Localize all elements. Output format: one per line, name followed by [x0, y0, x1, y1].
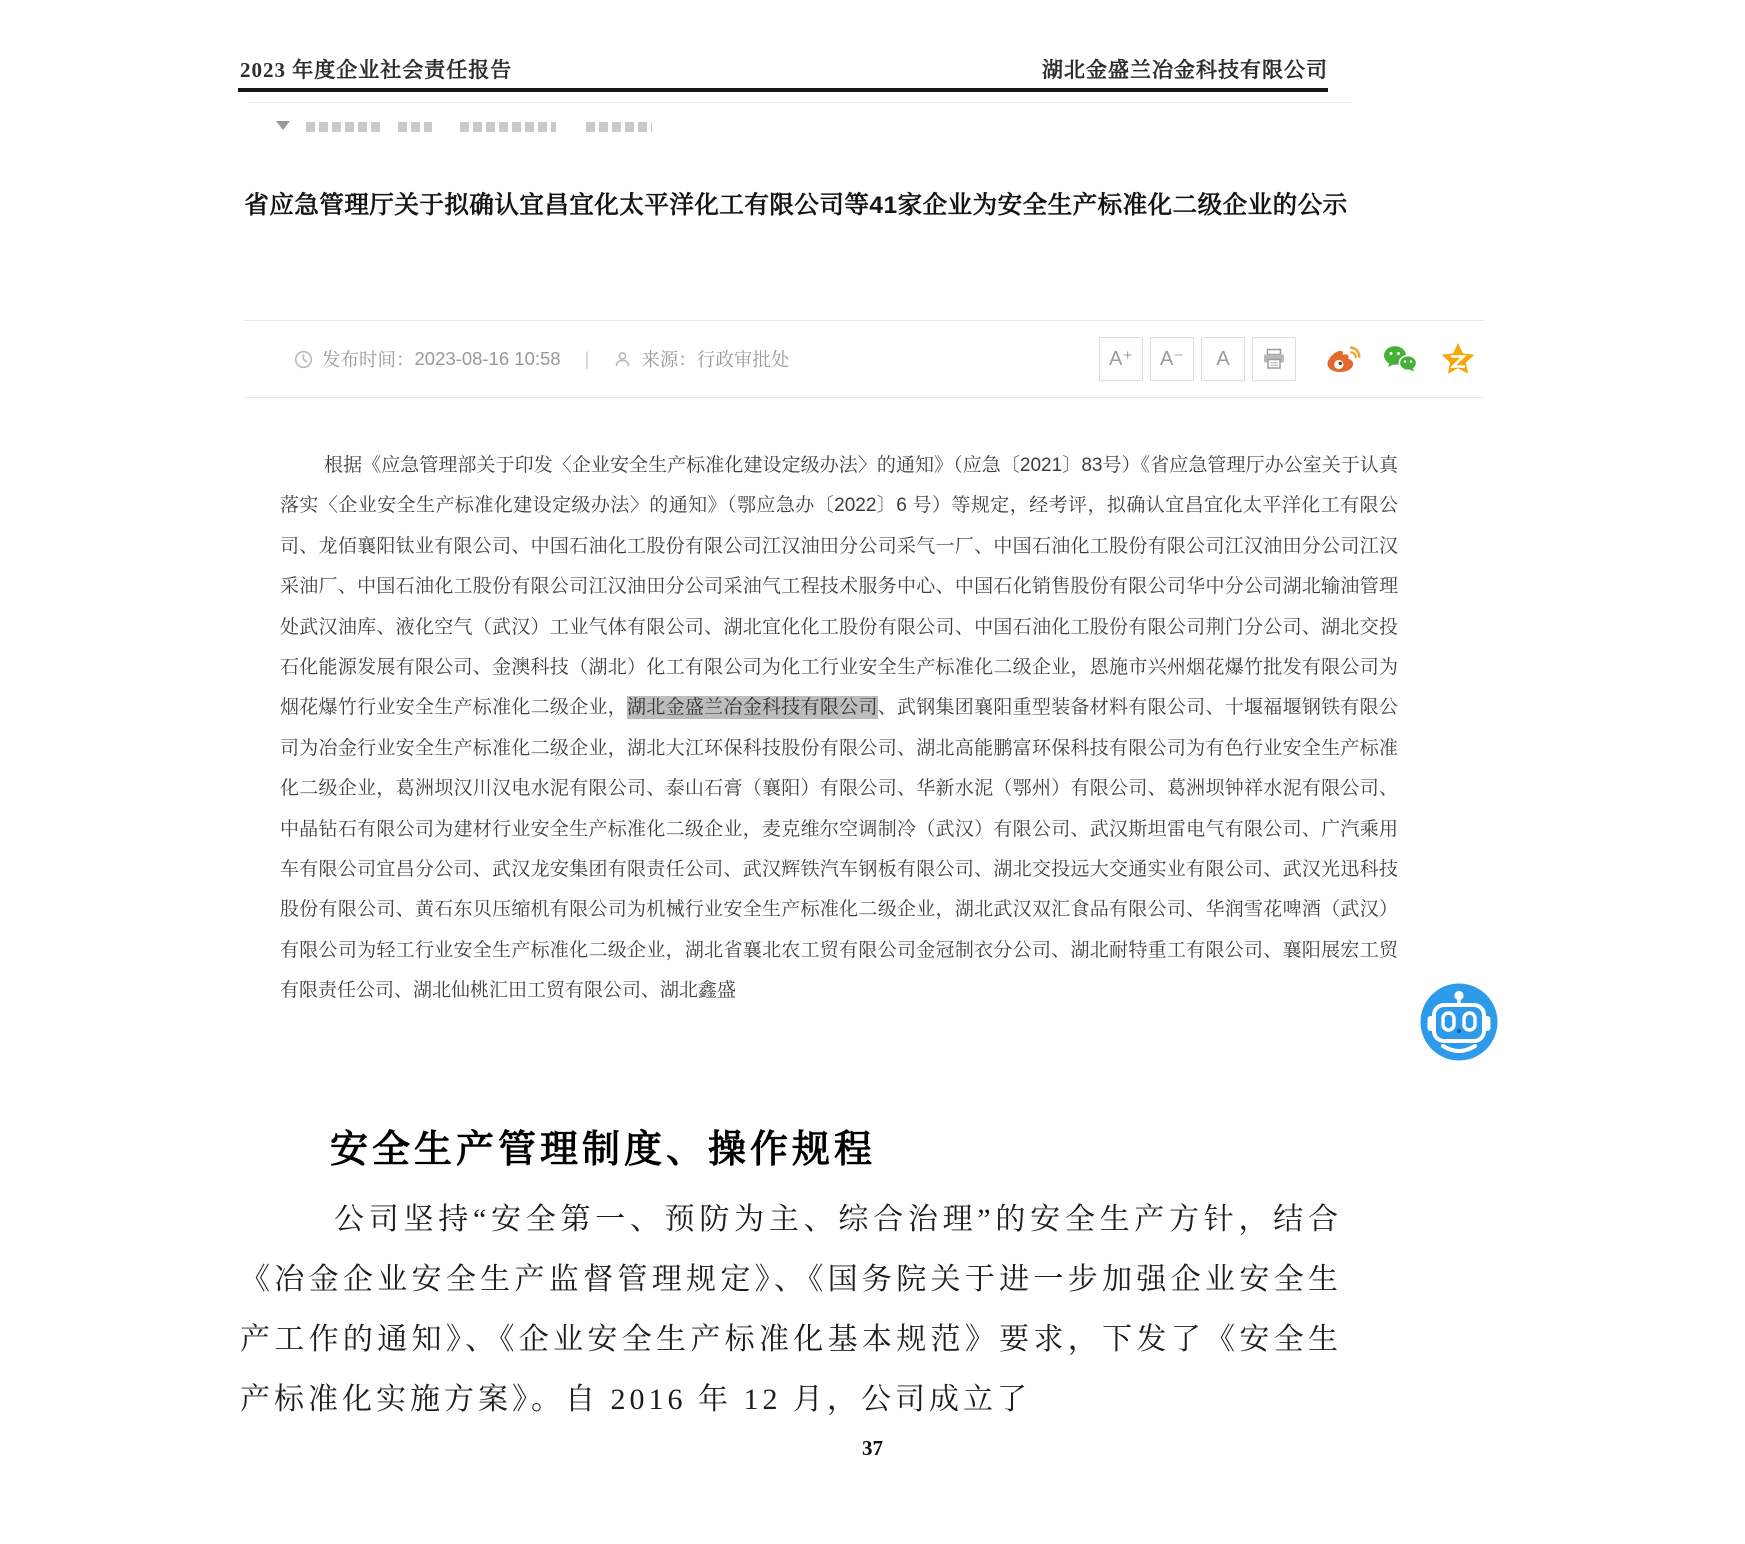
- chevron-down-icon: [276, 121, 290, 130]
- article-toolbar: [1092, 337, 1478, 381]
- chat-assistant-button[interactable]: [1420, 983, 1498, 1061]
- article-title: 省应急管理厅关于拟确认宜昌宜化太平洋化工有限公司等41家企业为安全生产标准化二级企业的公示: [244, 192, 1348, 219]
- article-body: [280, 446, 1398, 1012]
- company-name: 湖北金盛兰冶金科技有限公司: [1042, 58, 1328, 82]
- font-reset-button[interactable]: A: [1201, 337, 1245, 381]
- share-qzone-button[interactable]: [1438, 341, 1478, 377]
- breadcrumb-remnant: [276, 114, 652, 132]
- clock-icon: [294, 350, 313, 369]
- meta-divider: |: [584, 348, 590, 369]
- report-paragraph: 公司坚持“安全第一、预防为主、综合治理”的安全生产方针，结合《冶金企业安全生产监督管理规定》、《国务院关于进一步加强企业安全生产工作的通知》、《企业安全生产标准化基本规范》要求，下发了《安全生产标准化实施方案》。自 2016 年 12 月，公司成立了: [240, 1203, 1342, 1416]
- article-meta-info: [294, 346, 789, 372]
- highlighted-company-name: 湖北金盛兰冶金科技有限公司: [627, 697, 878, 719]
- document-header: [240, 54, 1328, 84]
- breadcrumb-fragment: [460, 122, 556, 132]
- share-wechat-button[interactable]: [1380, 341, 1420, 377]
- robot-icon: [1420, 983, 1498, 1061]
- article-meta-bar: [244, 320, 1484, 398]
- report-title: 2023 年度企业社会责任报告: [240, 58, 513, 82]
- source-icon: [613, 350, 632, 369]
- publish-time-label: 发布时间：: [322, 349, 415, 370]
- breadcrumb-top-line: [250, 102, 1350, 103]
- breadcrumb-fragment: [306, 122, 380, 132]
- weibo-icon: [1325, 343, 1363, 375]
- section-heading: 安全生产管理制度、操作规程: [330, 1129, 877, 1171]
- source-value: 行政审批处: [696, 349, 790, 370]
- publish-time-value: 2023-08-16 10:58: [414, 348, 561, 369]
- article-text-before-highlight: 根据《应急管理部关于印发〈企业安全生产标准化建设定级办法〉的通知》（应急〔2021〕83号）《省应急管理厅办公室关于认真落实〈企业安全生产标准化建设定级办法〉的通知》（鄂应急办〔2022〕6 号）等规定，经考评，拟确认宜昌宜化太平洋化工有限公司、龙佰襄阳钛业有限公司、中国石油化工股份有限公司江汉油田分公司采气一厂、中国石油化工股份有限公司江汉油田分公司江汉采油厂、中国石油化工股份有限公司江汉油田分公司采油气工程技术服务中心、中国石化销售股份有限公司华中分公司湖北输油管理处武汉油库、液化空气（武汉）工业气体有限公司、湖北宜化化工股份有限公司、中国石油化工股份有限公司荆门分公司、湖北交投石化能源发展有限公司、金澳科技（湖北）化工有限公司为化工行业安全生产标准化二级企业，恩施市兴州烟花爆竹批发有限公司为烟花爆竹行业安全生产标准化二级企业，: [280, 455, 1398, 719]
- article-text-after-highlight: 、武钢集团襄阳重型装备材料有限公司、十堰福堰钢铁有限公司为冶金行业安全生产标准化二级企业，湖北大江环保科技股份有限公司、湖北高能鹏富环保科技有限公司为有色行业安全生产标准化二级企业，葛洲坝汉川汉电水泥有限公司、泰山石膏（襄阳）有限公司、华新水泥（鄂州）有限公司、葛洲坝钟祥水泥有限公司、中晶钻石有限公司为建材行业安全生产标准化二级企业，麦克维尔空调制冷（武汉）有限公司、武汉斯坦雷电气有限公司、广汽乘用车有限公司宜昌分公司、武汉龙安集团有限责任公司、武汉辉铁汽车钢板有限公司、湖北交投远大交通实业有限公司、武汉光迅科技股份有限公司、黄石东贝压缩机有限公司为机械行业安全生产标准化二级企业，湖北武汉双汇食品有限公司、华润雪花啤酒（武汉）有限公司为轻工行业安全生产标准化二级企业，湖北省襄北农工贸有限公司金冠制衣分公司、湖北耐特重工有限公司、襄阳展宏工贸有限责任公司、湖北仙桃汇田工贸有限公司、湖北鑫盛: [280, 697, 1398, 1002]
- header-rule: [238, 88, 1328, 92]
- share-weibo-button[interactable]: [1324, 341, 1364, 377]
- breadcrumb-fragment: [586, 122, 652, 132]
- print-button[interactable]: [1252, 337, 1296, 381]
- breadcrumb-fragment: [398, 122, 432, 132]
- wechat-icon: [1381, 343, 1419, 375]
- page-number: 37: [862, 1436, 883, 1460]
- printer-icon: [1262, 348, 1286, 370]
- font-decrease-button[interactable]: A⁻: [1150, 337, 1194, 381]
- source-label: 来源：: [641, 349, 697, 370]
- qzone-star-icon: [1440, 342, 1476, 376]
- font-increase-button[interactable]: A⁺: [1099, 337, 1143, 381]
